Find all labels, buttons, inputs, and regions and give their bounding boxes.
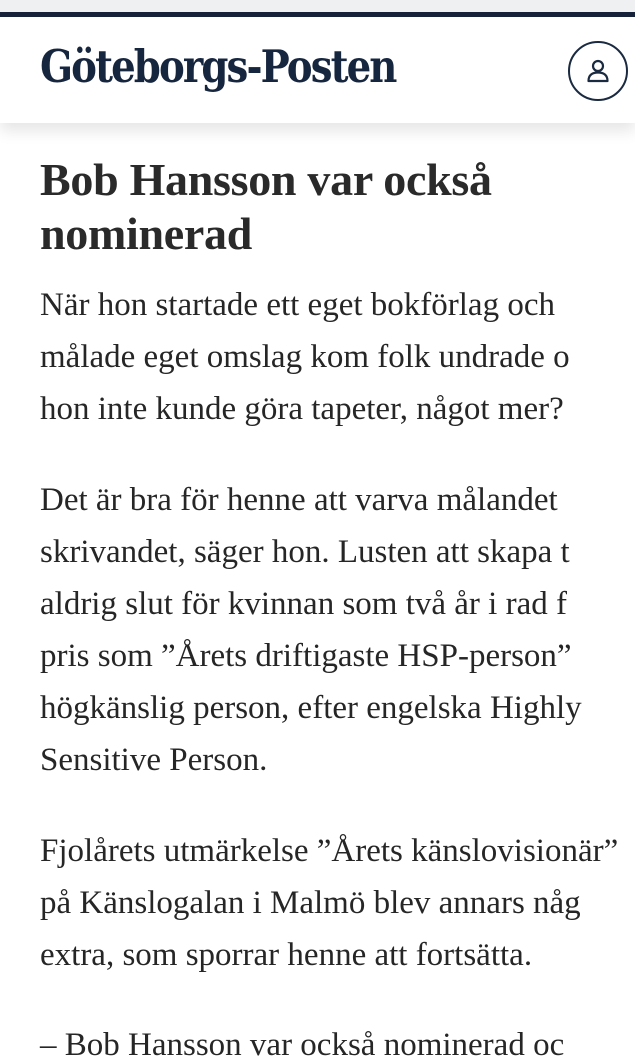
article-paragraph xyxy=(40,279,570,435)
paragraph-line: extra, som sporrar henne att fortsätta. xyxy=(40,937,533,973)
paragraph-line: När hon startade ett eget bokförlag och xyxy=(40,287,555,323)
paragraph-line: aldrig slut för kvinnan som två år i rad f xyxy=(40,586,567,622)
article-paragraph xyxy=(40,1019,564,1060)
paragraph-line: hon inte kunde göra tapeter, något mer? xyxy=(40,391,564,427)
paragraph-line: målade eget omslag kom folk undrade o xyxy=(40,339,570,375)
paragraph-line: högkänslig person, efter engelska Highly xyxy=(40,690,582,726)
paragraph-line: pris som ”Årets driftigaste HSP-person” xyxy=(40,638,572,674)
article-paragraph xyxy=(40,474,582,786)
paragraph-line: Fjolårets utmärkelse ”Årets känslovisionär” xyxy=(40,833,619,869)
paragraph-line: – Bob Hansson var också nominerad oc xyxy=(40,1027,565,1060)
article-subheading: Bob Hansson var också nominerad xyxy=(40,154,492,259)
browser-top-strip xyxy=(0,0,635,12)
site-logo[interactable]: Göteborgs-Posten xyxy=(40,40,396,93)
user-icon xyxy=(585,58,611,84)
account-button[interactable] xyxy=(568,41,628,101)
site-header xyxy=(0,17,635,123)
paragraph-line: skrivandet, säger hon. Lusten att skapa t xyxy=(40,534,570,570)
article-paragraph xyxy=(40,825,618,981)
paragraph-line: Sensitive Person. xyxy=(40,742,268,778)
paragraph-line: på Känslogalan i Malmö blev annars någ xyxy=(40,885,581,921)
article-body xyxy=(0,123,635,1060)
paragraph-line: Det är bra för henne att varva målandet xyxy=(40,482,558,518)
